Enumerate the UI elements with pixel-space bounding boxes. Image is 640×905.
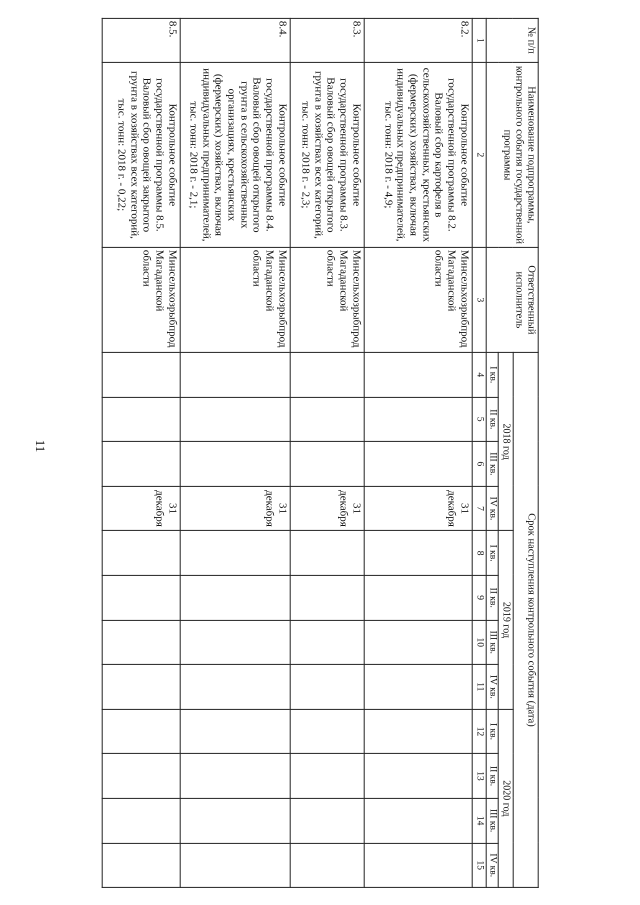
empty-cell — [180, 709, 290, 754]
row-event-name: Контрольное событие государственной программы 8.3. Валовый сбор овощей открытого грунта в хозяйствах всех категорий, тыс. тонн: 2018 г. - 2,3; — [290, 62, 364, 247]
empty-cell — [102, 842, 180, 887]
empty-cell — [290, 352, 364, 397]
empty-cell — [364, 842, 472, 887]
header-year-2019: 2019 год — [499, 530, 514, 708]
header-quarter: IV кв. — [486, 664, 499, 709]
column-number: 5 — [472, 397, 486, 442]
header-quarter: II кв. — [486, 397, 499, 442]
header-executor: Ответственный исполнитель — [486, 247, 538, 352]
empty-cell — [180, 352, 290, 397]
table-row — [180, 18, 290, 887]
column-number: 1 — [472, 18, 486, 62]
empty-cell — [290, 753, 364, 798]
empty-cell — [102, 441, 180, 486]
header-year-2020: 2020 год — [499, 709, 514, 887]
row-number: 8.3. — [290, 18, 364, 62]
empty-cell — [364, 619, 472, 664]
header-quarter: IV кв. — [486, 486, 499, 531]
empty-cell — [364, 530, 472, 575]
table-row — [290, 18, 364, 887]
row-deadline-date: 31 декабря — [364, 486, 472, 531]
empty-cell — [290, 664, 364, 709]
header-quarter: III кв. — [486, 798, 499, 843]
empty-cell — [364, 397, 472, 442]
empty-cell — [180, 664, 290, 709]
row-number: 8.4. — [180, 18, 290, 62]
column-number: 8 — [472, 530, 486, 575]
row-deadline-date: 31 декабря — [180, 486, 290, 531]
empty-cell — [102, 798, 180, 843]
column-number: 3 — [472, 247, 486, 352]
column-number: 10 — [472, 619, 486, 664]
header-name: Наименование подпрограммы, контрольного события государственной программы — [486, 62, 538, 247]
header-num: № п/п — [486, 18, 538, 62]
empty-cell — [180, 530, 290, 575]
column-number: 13 — [472, 753, 486, 798]
column-number: 6 — [472, 441, 486, 486]
row-executor: Минсельхозрыбпрод Магаданской области — [290, 247, 364, 352]
empty-cell — [364, 575, 472, 620]
empty-cell — [180, 619, 290, 664]
row-event-name: Контрольное событие государственной программы 8.5. Валовый сбор овощей закрытого грунта в хозяйствах всех категорий, тыс. тонн: 2018 г. - 0,22; — [102, 62, 180, 247]
empty-cell — [290, 842, 364, 887]
column-number-row — [472, 18, 486, 887]
empty-cell — [180, 441, 290, 486]
empty-cell — [364, 753, 472, 798]
header-deadline: Срок наступления контрольного события (дата) — [513, 352, 538, 887]
empty-cell — [364, 441, 472, 486]
header-quarter: III кв. — [486, 619, 499, 664]
table-row — [364, 18, 472, 887]
row-executor: Минсельхозрыбпрод Магаданской области — [180, 247, 290, 352]
column-number: 12 — [472, 709, 486, 754]
empty-cell — [290, 798, 364, 843]
row-number: 8.5. — [102, 18, 180, 62]
header-quarter: II кв. — [486, 753, 499, 798]
row-number: 8.2. — [364, 18, 472, 62]
empty-cell — [290, 441, 364, 486]
row-deadline-date: 31 декабря — [290, 486, 364, 531]
empty-cell — [180, 842, 290, 887]
empty-cell — [180, 575, 290, 620]
page-number: 11 — [33, 439, 48, 453]
column-number: 9 — [472, 575, 486, 620]
empty-cell — [102, 619, 180, 664]
empty-cell — [102, 575, 180, 620]
header-quarter: I кв. — [486, 530, 499, 575]
table-row — [102, 18, 180, 887]
empty-cell — [364, 664, 472, 709]
column-number: 14 — [472, 798, 486, 843]
empty-cell — [364, 798, 472, 843]
empty-cell — [102, 709, 180, 754]
empty-cell — [180, 753, 290, 798]
row-event-name: Контрольное событие государственной программы 8.2. Валовый сбор картофеля в сельскохозяйственных, крестьянских (фермерских) хозяйствах, включая индивидуальных предпринимателей, тыс. тонн: 2018 г. - 4,9; — [364, 62, 472, 247]
empty-cell — [290, 619, 364, 664]
empty-cell — [102, 753, 180, 798]
empty-cell — [180, 397, 290, 442]
empty-cell — [102, 397, 180, 442]
row-executor: Минсельхозрыбпрод Магаданской области — [364, 247, 472, 352]
row-deadline-date: 31 декабря — [102, 486, 180, 531]
column-number: 7 — [472, 486, 486, 531]
empty-cell — [290, 530, 364, 575]
column-number: 4 — [472, 352, 486, 397]
empty-cell — [290, 709, 364, 754]
column-number: 11 — [472, 664, 486, 709]
empty-cell — [290, 397, 364, 442]
empty-cell — [290, 575, 364, 620]
header-quarter: IV кв. — [486, 842, 499, 887]
empty-cell — [102, 352, 180, 397]
empty-cell — [364, 352, 472, 397]
column-number: 15 — [472, 842, 486, 887]
row-event-name: Контрольное событие государственной программы 8.4. Валовый сбор овощей открытого грунта в сельскохозяйственных организациях, крестьянских (фермерских) хозяйствах, включая индивидуальных предпринимателей, тыс. тонн: 2018 г. - 2,1; — [180, 62, 290, 247]
header-row-1 — [513, 18, 538, 887]
empty-cell — [180, 798, 290, 843]
empty-cell — [102, 530, 180, 575]
header-quarter: I кв. — [486, 352, 499, 397]
empty-cell — [364, 709, 472, 754]
header-quarter: III кв. — [486, 441, 499, 486]
column-number: 2 — [472, 62, 486, 247]
empty-cell — [102, 664, 180, 709]
control-events-table — [101, 17, 538, 887]
row-executor: Минсельхозрыбпрод Магаданской области — [102, 247, 180, 352]
header-quarter: I кв. — [486, 709, 499, 754]
header-year-2018: 2018 год — [499, 352, 514, 530]
rotated-table-wrapper — [101, 17, 538, 887]
header-quarter: II кв. — [486, 575, 499, 620]
